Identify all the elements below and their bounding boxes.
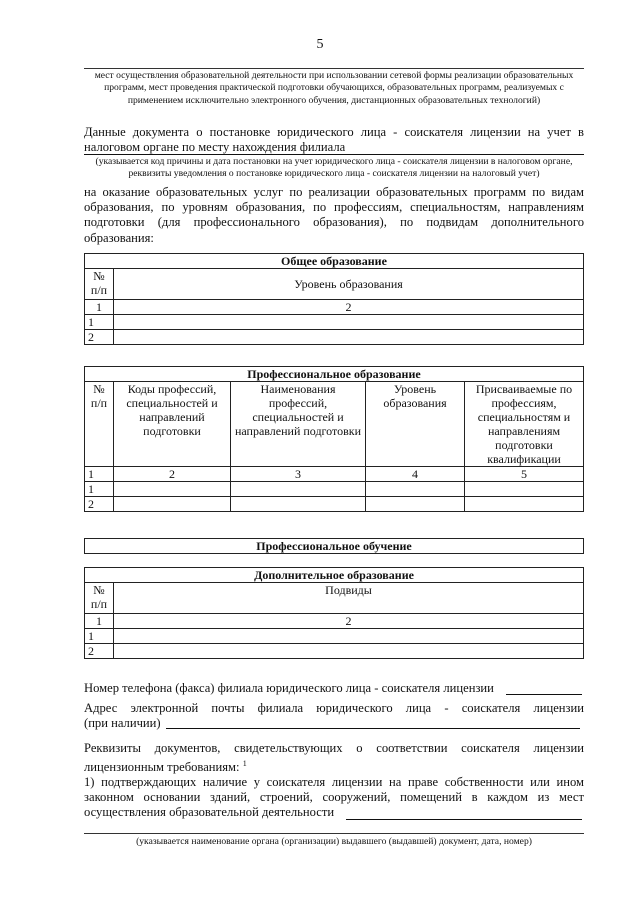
prof-row-level-1[interactable]: [366, 482, 465, 497]
general-education-table: [84, 253, 584, 345]
email-label-line2: (при наличии): [84, 716, 161, 730]
general-idx-2: 2: [114, 300, 584, 315]
additional-idx-2: 2: [114, 614, 584, 629]
professional-training-title: Профессиональное обучение: [84, 538, 584, 554]
prof-col-num: № п/п: [85, 382, 114, 467]
general-row-level-1[interactable]: [114, 315, 584, 330]
table-row: [85, 482, 584, 497]
bottom-note: (указывается наименование органа (организации) выдавшего (выдавшей) документ, дата, номер): [136, 836, 532, 847]
phone-field[interactable]: [506, 694, 582, 695]
additional-row-subtype-1[interactable]: [114, 629, 584, 644]
professional-education-title: Профессиональное образование: [85, 367, 584, 382]
prof-row-codes-1[interactable]: [114, 482, 231, 497]
top-note: мест осуществления образовательной деятельности при использовании сетевой формы реализации образовательных программ, мест проведения практической подготовки обучающихся, образовательных программ, реализуемых с применением исключительно электронного обучения, дистанционных образовательных технологий): [94, 70, 574, 106]
additional-col-num: № п/п: [85, 583, 114, 614]
top-rule: [84, 68, 584, 69]
registration-line1: Данные документа о постановке юридического лица - соискателя лицензии на учет в: [84, 125, 584, 139]
table-row: [85, 629, 584, 644]
requirements-label: Реквизиты документов, свидетельствующих о соответствии соискателя лицензии лицензионным требованиям:: [84, 741, 584, 775]
table-row: [85, 497, 584, 512]
prof-idx-3: 3: [231, 467, 366, 482]
general-idx-1: 1: [85, 300, 114, 315]
general-row-num-2: 2: [85, 330, 114, 345]
item1-field[interactable]: [346, 819, 582, 820]
prof-row-names-1[interactable]: [231, 482, 366, 497]
additional-row-subtype-2[interactable]: [114, 644, 584, 659]
prof-row-qualification-2[interactable]: [465, 497, 584, 512]
prof-row-level-2[interactable]: [366, 497, 465, 512]
email-label-line1: Адрес электронной почты филиала юридического лица - соискателя лицензии: [84, 701, 584, 715]
prof-idx-2: 2: [114, 467, 231, 482]
prof-idx-1: 1: [85, 467, 114, 482]
general-education-title: Общее образование: [85, 254, 584, 269]
general-col-level: Уровень образования: [114, 269, 584, 300]
registration-line2: налоговом органе по месту нахождения филиала: [84, 140, 346, 154]
phone-label: Номер телефона (факса) филиала юридического лица - соискателя лицензии: [84, 681, 494, 695]
requirements-text: [84, 741, 584, 776]
prof-col-codes: Коды профессий, специальностей и направлений подготовки: [114, 382, 231, 467]
table-row: [85, 644, 584, 659]
additional-education-table: [84, 567, 584, 659]
prof-row-names-2[interactable]: [231, 497, 366, 512]
general-row-level-2[interactable]: [114, 330, 584, 345]
prof-row-qualification-1[interactable]: [465, 482, 584, 497]
prof-col-qualification: Присваиваемые по профессиям, специальностям и направлениям подготовки квалификации: [465, 382, 584, 467]
registration-rule: [84, 154, 584, 155]
prof-row-num-2: 2: [85, 497, 114, 512]
additional-row-num-2: 2: [85, 644, 114, 659]
prof-idx-5: 5: [465, 467, 584, 482]
prof-row-num-1: 1: [85, 482, 114, 497]
registration-note: (указывается код причины и дата постановки на учет юридического лица - соискателя лицензии в налоговом органе, реквизиты уведомления о постановке юридического лица - соискателя лицензии на налоговый учет): [95, 156, 573, 179]
email-field[interactable]: [166, 728, 580, 729]
table-row: [85, 330, 584, 345]
prof-col-names: Наименования профессий, специальностей и направлений подготовки: [231, 382, 366, 467]
requirements-footnote: 1: [242, 759, 247, 769]
general-row-num-1: 1: [85, 315, 114, 330]
services-intro: на оказание образовательных услуг по реализации образовательных программ по видам образования, по уровням образования, по профессиям, специальностям, направлениям подготовки (для профессионального образования), по подвидам дополнительного образования:: [84, 185, 584, 245]
professional-education-table: [84, 366, 584, 512]
page-number: 5: [316, 37, 324, 52]
item1-text: 1) подтверждающих наличие у соискателя лицензии на праве собственности или ином законном основании зданий, строений, сооружений, помещений в каждом из мест осуществления образовательной деятельности: [84, 775, 584, 820]
registration-text: [84, 125, 584, 155]
prof-row-codes-2[interactable]: [114, 497, 231, 512]
additional-row-num-1: 1: [85, 629, 114, 644]
general-col-num: № п/п: [85, 269, 114, 300]
additional-education-title: Дополнительное образование: [85, 568, 584, 583]
prof-col-level: Уровень образования: [366, 382, 465, 467]
additional-idx-1: 1: [85, 614, 114, 629]
additional-col-subtype: Подвиды: [114, 583, 584, 614]
table-row: [85, 315, 584, 330]
prof-idx-4: 4: [366, 467, 465, 482]
bottom-rule: [84, 833, 584, 834]
